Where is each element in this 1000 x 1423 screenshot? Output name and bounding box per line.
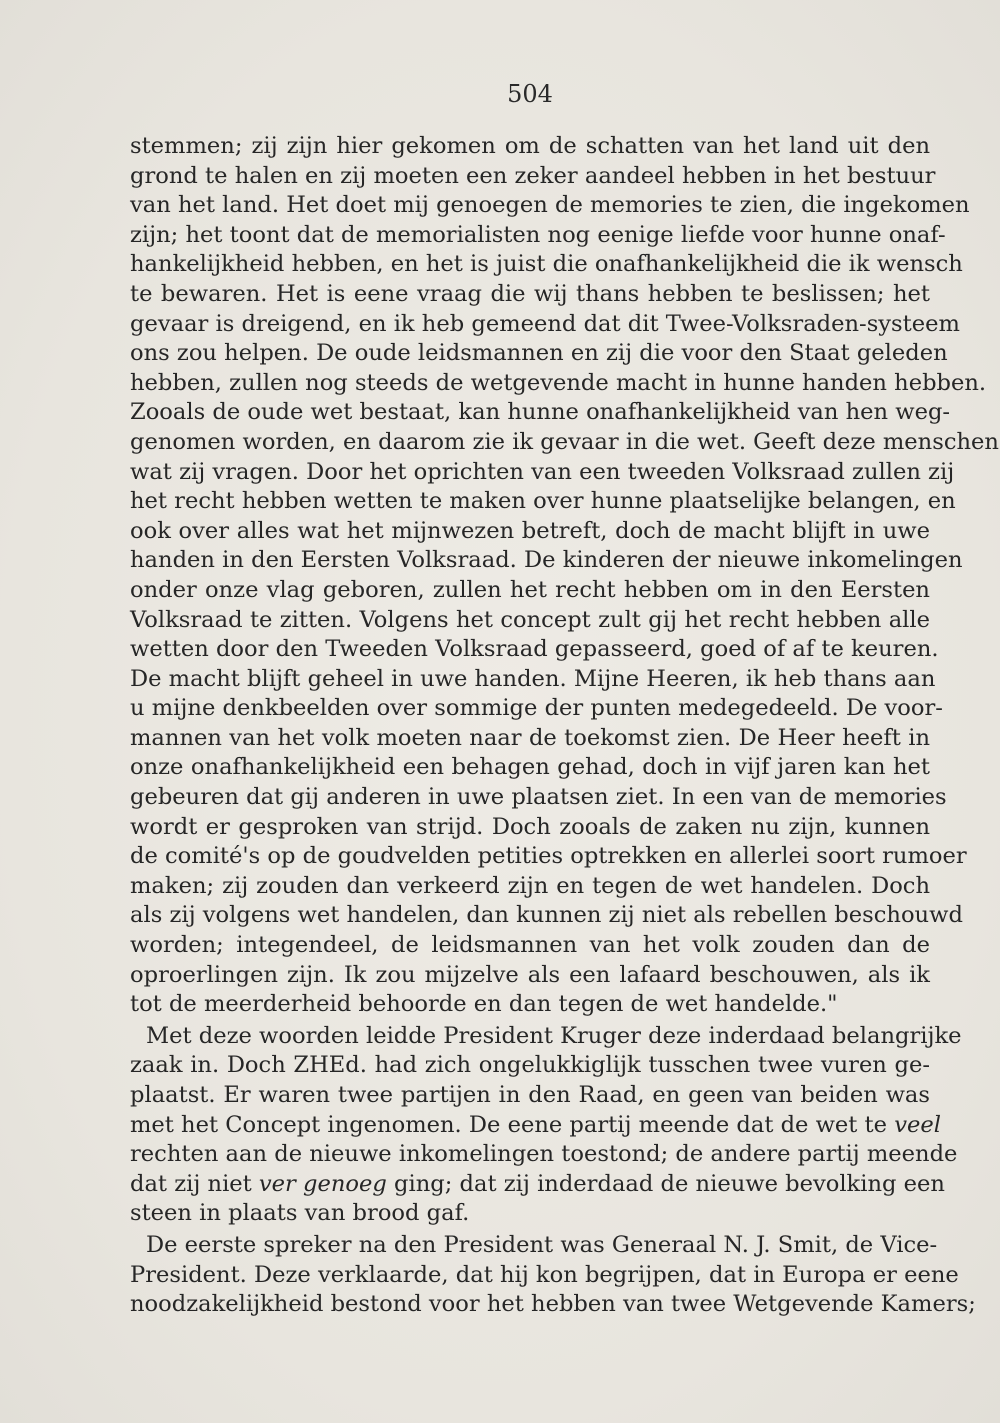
text-line: De macht blijft geheel in uwe handen. Mijne Heeren, ik heb thans aan <box>130 665 936 692</box>
text-line: plaatst. Er waren twee partijen in den Raad, en geen van beiden was <box>130 1082 930 1108</box>
text-line: met het Concept ingenomen. De eene partij meende dat de wet te veel <box>130 1111 941 1138</box>
text-line: stemmen; zij zijn hier gekomen om de schatten van het land uit den <box>130 133 930 159</box>
text-line: ons zou helpen. De oude leidsmannen en zij die voor den Staat geleden <box>130 340 948 367</box>
text-line: rechten aan de nieuwe inkomelingen toestond; de andere partij meende <box>130 1141 958 1168</box>
text-line: steen in plaats van brood gaf. <box>130 1200 470 1227</box>
emphasized-text: veel <box>894 1111 941 1138</box>
text-line: tot de meerderheid behoorde en dan tegen de wet handelde." <box>130 991 838 1018</box>
text-line: grond te halen en zij moeten een zeker aandeel hebben in het bestuur <box>130 162 936 189</box>
text-line: worden; integendeel, de leidsmannen van het volk zouden dan de <box>130 932 930 959</box>
text-line: ook over alles wat het mijnwezen betreft, doch de macht blijft in uwe <box>130 517 930 544</box>
text-line: de comité's op de goudvelden petities optrekken en allerlei soort rumoer <box>130 843 967 870</box>
text-line: mannen van het volk moeten naar de toekomst zien. De Heer heeft in <box>130 724 930 751</box>
text-line: wordt er gesproken van strijd. Doch zooals de zaken nu zijn, kunnen <box>130 813 930 840</box>
text-line: hebben, zullen nog steeds de wetgevende macht in hunne handen hebben. <box>130 369 987 396</box>
text-line: gevaar is dreigend, en ik heb gemeend dat dit Twee-Volksraden-systeem <box>130 310 960 337</box>
emphasized-text: ver genoeg <box>258 1170 387 1197</box>
text-line: genomen worden, en daarom zie ik gevaar in die wet. Geeft deze menschen <box>130 428 999 455</box>
text-line: Volksraad te zitten. Volgens het concept zult gij het recht hebben alle <box>130 606 930 633</box>
paragraph-3 <box>130 1231 976 1320</box>
text-line: oproerlingen zijn. Ik zou mijzelve als een lafaard beschouwen, als ik <box>130 961 930 988</box>
text-line: onder onze vlag geboren, zullen het recht hebben om in den Eersten <box>130 576 930 603</box>
text-line: van het land. Het doet mij genoegen de memories te zien, die ingekomen <box>130 192 970 219</box>
text-line: zijn; het toont dat de memorialisten nog eenige liefde voor hunne onaf- <box>130 221 946 248</box>
text-line: noodzakelijkheid bestond voor het hebben van twee Wetgevende Kamers; <box>130 1291 976 1318</box>
text-line: zaak in. Doch ZHEd. had zich ongelukkiglijk tusschen twee vuren ge- <box>130 1052 930 1079</box>
text-line: maken; zij zouden dan verkeerd zijn en tegen de wet handelen. Doch <box>130 872 930 899</box>
paragraph-1 <box>130 132 999 1020</box>
text-line: Met deze woorden leidde President Kruger deze inderdaad belangrijke <box>146 1022 962 1049</box>
text-line: President. Deze verklaarde, dat hij kon begrijpen, dat in Europa er eene <box>130 1261 959 1288</box>
paragraph-2 <box>130 1022 962 1229</box>
text-line: onze onafhankelijkheid een behagen gehad, doch in vijf jaren kan het <box>130 754 930 781</box>
body-text <box>130 132 999 1320</box>
text-line: dat zij niet ver genoeg ging; dat zij inderdaad de nieuwe bevolking een <box>130 1170 945 1197</box>
text-line: De eerste spreker na den President was Generaal N. J. Smit, de Vice- <box>146 1231 938 1258</box>
text-line: gebeuren dat gij anderen in uwe plaatsen ziet. In een van de memories <box>130 784 947 811</box>
page-number: 504 <box>507 80 553 108</box>
text-line: hankelijkheid hebben, en het is juist die onafhankelijkheid die ik wensch <box>130 251 963 278</box>
text-line: als zij volgens wet handelen, dan kunnen zij niet als rebellen beschouwd <box>130 902 963 929</box>
text-line: wat zij vragen. Door het oprichten van een tweeden Volksraad zullen zij <box>130 458 955 485</box>
text-line: handen in den Eersten Volksraad. De kinderen der nieuwe inkomelingen <box>130 547 963 574</box>
text-line: Zooals de oude wet bestaat, kan hunne onafhankelijkheid van hen weg- <box>130 399 951 426</box>
text-line: u mijne denkbeelden over sommige der punten medegedeeld. De voor- <box>130 695 943 722</box>
text-line: het recht hebben wetten te maken over hunne plaatselijke belangen, en <box>130 488 956 515</box>
text-line: te bewaren. Het is eene vraag die wij thans hebben te beslissen; het <box>130 280 930 307</box>
text-line: wetten door den Tweeden Volksraad gepasseerd, goed of af te keuren. <box>130 636 939 663</box>
